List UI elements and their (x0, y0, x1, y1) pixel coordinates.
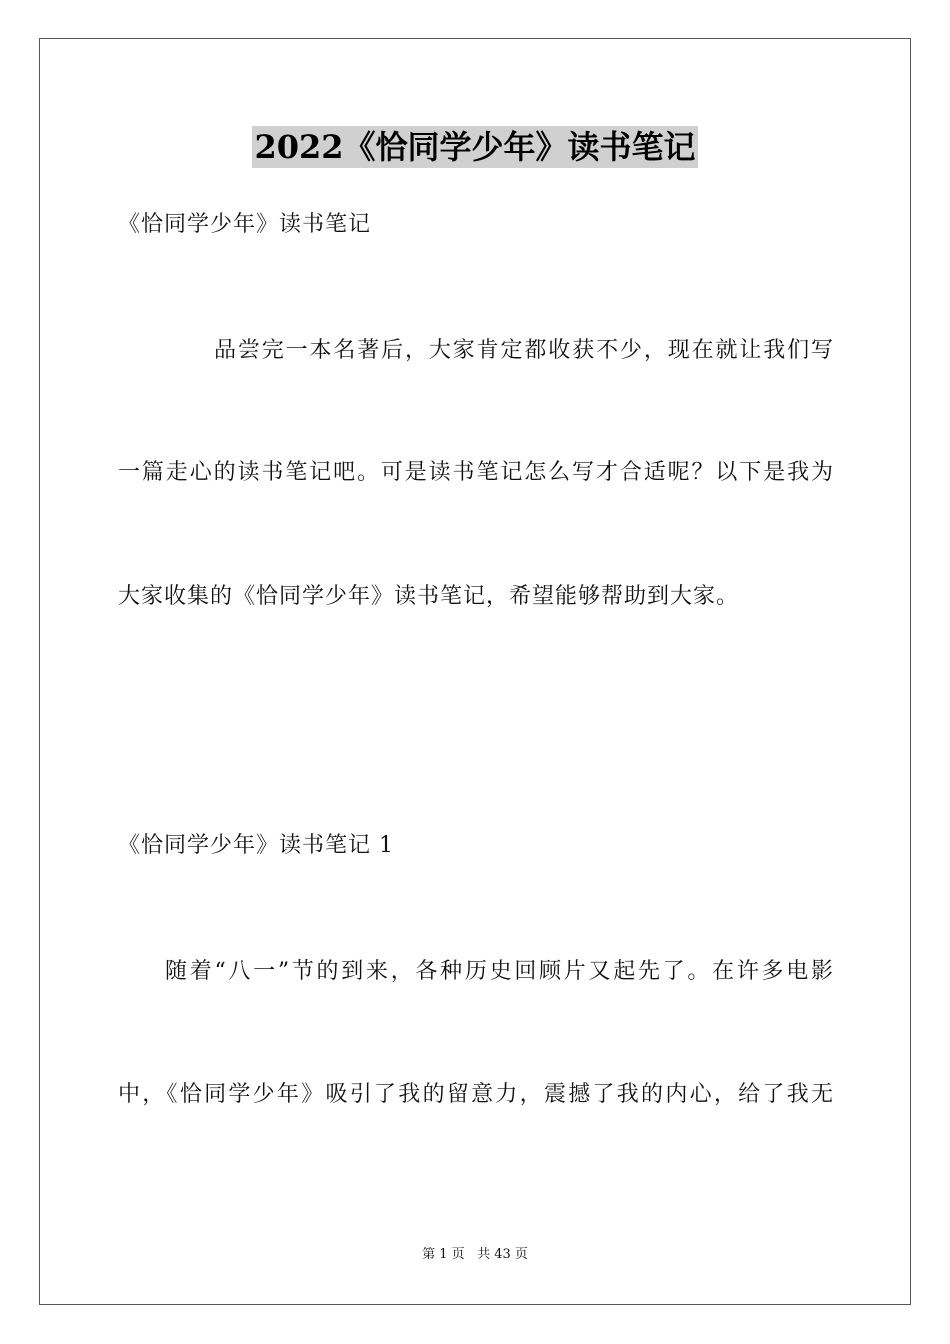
page-footer (0, 1246, 950, 1264)
body-line-1: 随着“八一”节的到来，各种历史回顾片又起先了。在许多电影 (165, 959, 834, 984)
page-number: 第 1 页 (422, 1247, 465, 1262)
document-subtitle: 《恰同学少年》读书笔记 (118, 212, 372, 237)
document-title: 2022《恰同学少年》读书笔记 (254, 128, 696, 166)
body-line-2: 中，《恰同学少年》吸引了我的留意力，震撼了我的内心，给了我无 (118, 1082, 834, 1107)
page-total: 共 43 页 (477, 1247, 528, 1262)
section-heading: 《恰同学少年》读书笔记 1 (118, 833, 394, 858)
intro-line-2: 一篇走心的读书笔记吧。可是读书笔记怎么写才合适呢？以下是我为 (118, 460, 834, 485)
intro-line-1: 品尝完一本名著后，大家肯定都收获不少，现在就让我们写 (214, 338, 834, 363)
title-container (0, 126, 950, 168)
intro-line-3: 大家收集的《恰同学少年》读书笔记，希望能够帮助到大家。 (118, 584, 740, 609)
